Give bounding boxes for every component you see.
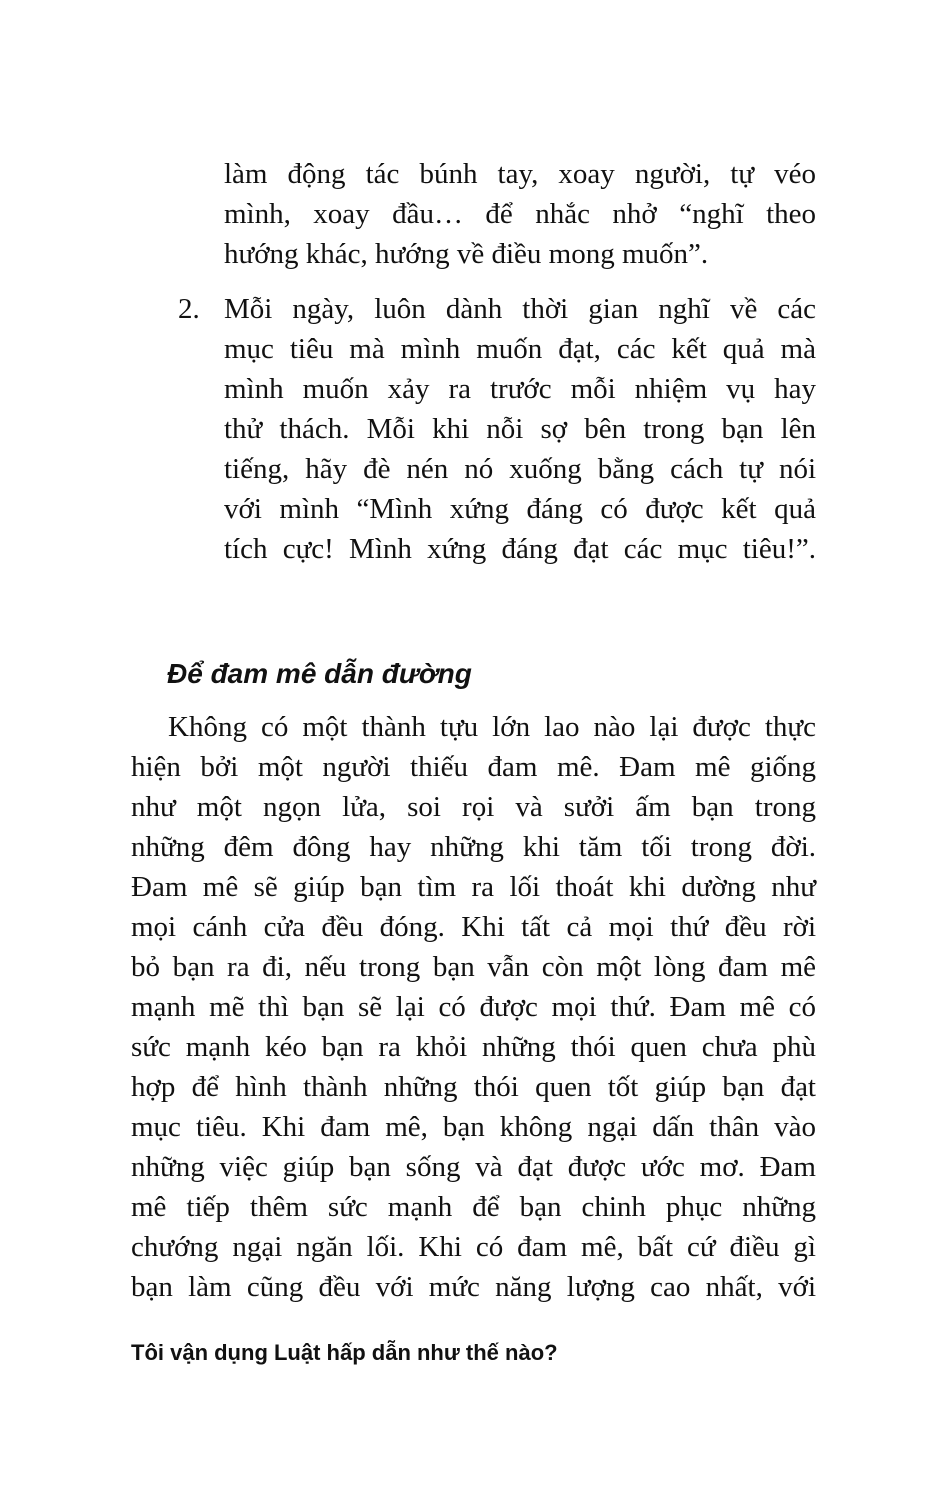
text-line: Đam mê sẽ giúp bạn tìm ra lối thoát khi dường như [131, 871, 816, 903]
running-footer-title: Tôi vận dụng Luật hấp dẫn như thế nào? [131, 1340, 558, 1365]
text-line: bỏ bạn ra đi, nếu trong bạn vẫn còn một lòng đam mê [131, 951, 816, 983]
text-line: những việc giúp bạn sống và đạt được ước mơ. Đam [131, 1151, 816, 1183]
section-paragraph [131, 707, 816, 1307]
text-line: chướng ngại ngăn lối. Khi có đam mê, bất cứ điều gì [131, 1231, 816, 1263]
text-line: thử thách. Mỗi khi nỗi sợ bên trong bạn lên [224, 413, 816, 445]
text-line: với mình “Mình xứng đáng có được kết quả [224, 493, 816, 525]
text-line: mọi cánh cửa đều đóng. Khi tất cả mọi thứ đều rời [131, 911, 816, 943]
text-line: mục tiêu. Khi đam mê, bạn không ngại dấn thân vào [131, 1111, 816, 1143]
text-line: làm động tác búnh tay, xoay người, tự véo [224, 158, 816, 190]
text-line: bạn làm cũng đều với mức năng lượng cao nhất, với [131, 1271, 816, 1303]
list-item-number: 2. [178, 293, 200, 325]
text-line: hướng khác, hướng về điều mong muốn”. [224, 238, 709, 270]
text-line: mình muốn xảy ra trước mỗi nhiệm vụ hay [224, 373, 816, 405]
text-line: Mỗi ngày, luôn dành thời gian nghĩ về các [224, 293, 816, 325]
continuation-paragraph [224, 154, 816, 274]
text-line: tiếng, hãy đè nén nó xuống bằng cách tự nói [224, 453, 816, 485]
text-line: mê tiếp thêm sức mạnh để bạn chinh phục những [131, 1191, 816, 1223]
list-item-text [224, 289, 816, 569]
text-line: tích cực! Mình xứng đáng đạt các mục tiêu!”. [224, 533, 816, 565]
text-line: mạnh mẽ thì bạn sẽ lại có được mọi thứ. Đam mê có [131, 991, 816, 1023]
text-line: hiện bởi một người thiếu đam mê. Đam mê giống [131, 751, 816, 783]
section-heading: Để đam mê dẫn đường [167, 658, 472, 689]
text-line: những đêm đông hay những khi tăm tối trong đời. [131, 831, 816, 863]
text-line: hợp để hình thành những thói quen tốt giúp bạn đạt [131, 1071, 816, 1103]
text-line: sức mạnh kéo bạn ra khỏi những thói quen chưa phù [131, 1031, 816, 1063]
text-line: mục tiêu mà mình muốn đạt, các kết quả mà [224, 333, 816, 365]
text-line: như một ngọn lửa, soi rọi và sưởi ấm bạn trong [131, 791, 816, 823]
text-line: Không có một thành tựu lớn lao nào lại được thực [168, 711, 816, 743]
text-line: mình, xoay đầu… để nhắc nhở “nghĩ theo [224, 198, 816, 230]
